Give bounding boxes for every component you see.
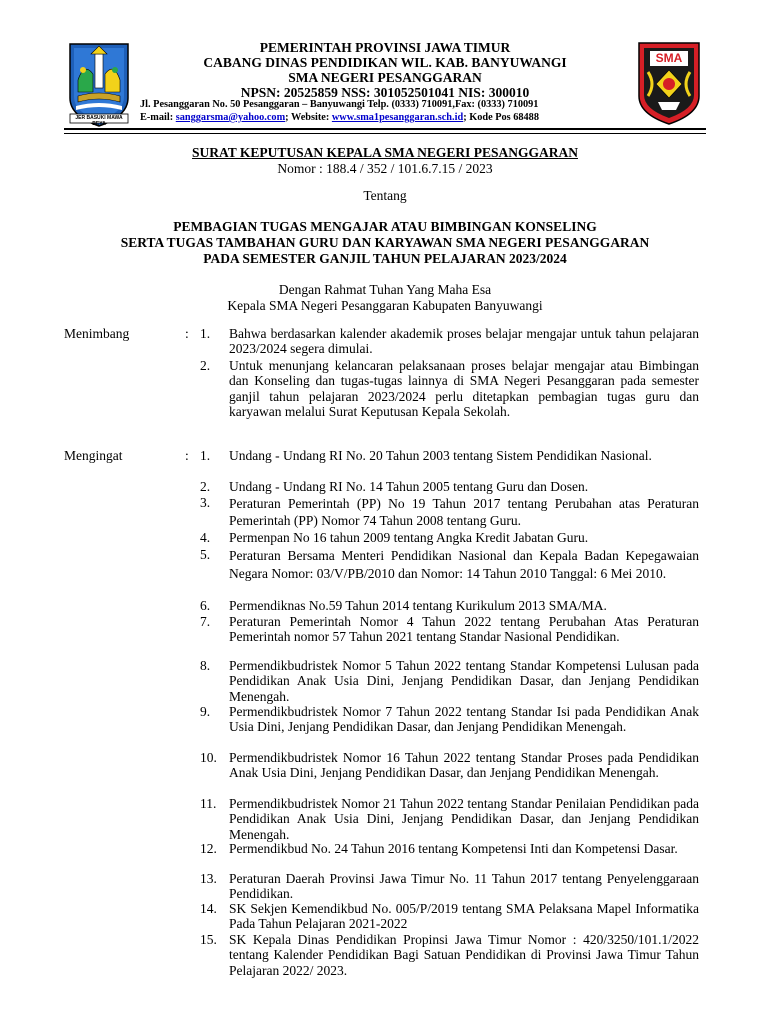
mengingat-number: 5. [200, 547, 211, 562]
mengingat-item: Permendikbudristek Nomor 21 Tahun 2022 tentang Standar Penilaian Pendidikan pada Pendidikan Anak Usia Dini, Jenjang Pendidikan Dasar, dan Jenjang Pendidikan Menengah. [229, 796, 699, 842]
postcode: ; Kode Pos 68488 [463, 112, 539, 123]
decree-number: Nomor : 188.4 / 352 / 101.6.7.15 / 2023 [277, 161, 493, 176]
letterhead-rule-thick [64, 128, 706, 130]
letterhead-contact [140, 112, 638, 123]
mengingat-item: Permendiknas No.59 Tahun 2014 tentang Kurikulum 2013 SMA/MA. [229, 598, 607, 613]
letterhead-government: PEMERINTAH PROVINSI JAWA TIMUR [259, 40, 511, 55]
email-label: E-mail: [140, 112, 176, 123]
east-java-province-emblem [64, 40, 134, 130]
menimbang-colon: : [185, 326, 189, 341]
mengingat-item: Undang - Undang RI No. 20 Tahun 2003 tentang Sistem Pendidikan Nasional. [229, 448, 652, 463]
mengingat-item: Permendikbud No. 24 Tahun 2016 tentang Kompetensi Inti dan Kompetensi Dasar. [229, 841, 678, 856]
invocation: Dengan Rahmat Tuhan Yang Maha Esa [278, 282, 492, 297]
website-link[interactable]: www.sma1pesanggaran.sch.id [331, 112, 464, 123]
mengingat-number: 6. [200, 598, 211, 613]
letterhead-rule-thin [64, 133, 706, 134]
mengingat-item: Permendikbudristek Nomor 5 Tahun 2022 tentang Standar Kompetensi Lulusan pada Pendidikan Anak Usia Dini, Jenjang Pendidikan Dasar, dan Jenjang Pendidikan Menengah. [229, 658, 699, 704]
emblem-caption: JER BASUKI MAWA BEYA [75, 115, 123, 127]
menimbang-number: 1. [200, 326, 211, 341]
mengingat-number: 2. [200, 479, 211, 494]
mengingat-label: Mengingat [64, 448, 123, 463]
mengingat-item: Peraturan Pemerintah (PP) No 19 Tahun 2017 tentang Perubahan atas Peraturan Pemerintah (PP) Nomor 74 Tahun 2008 tentang Guru. [229, 496, 699, 528]
school-logo [636, 40, 702, 126]
mengingat-item: Undang - Undang RI No. 14 Tahun 2005 tentang Guru dan Dosen. [229, 479, 589, 494]
mengingat-number: 1. [200, 448, 211, 463]
mengingat-number: 12. [200, 841, 217, 856]
letterhead-identifiers: NPSN: 20525859 NSS: 301052501041 NIS: 300010 [240, 85, 530, 100]
issuer: Kepala SMA Negeri Pesanggaran Kabupaten Banyuwangi [227, 298, 543, 313]
letterhead-address: Jl. Pesanggaran No. 50 Pesanggaran – Banyuwangi Telp. (0333) 710091,Fax: (0333) 710091 [140, 99, 539, 110]
mengingat-item: SK Sekjen Kemendikbud No. 005/P/2019 tentang SMA Pelaksana Mapel Informatika Pada Tahun Pelajaran 2021-2022 [229, 901, 699, 932]
mengingat-number: 9. [200, 704, 211, 719]
letterhead-office: CABANG DINAS PENDIDIKAN WIL. KAB. BANYUWANGI [203, 55, 567, 70]
mengingat-number: 7. [200, 614, 211, 629]
tentang-label: Tentang [363, 188, 407, 203]
mengingat-colon: : [185, 448, 189, 463]
mengingat-number: 8. [200, 658, 211, 673]
menimbang-item: Bahwa berdasarkan kalender akademik proses belajar mengajar untuk tahun pelajaran 2023/2024 segera dimulai. [229, 326, 699, 357]
mengingat-number: 4. [200, 530, 211, 545]
mengingat-number: 3. [200, 495, 211, 510]
mengingat-number: 13. [200, 871, 217, 886]
email-link[interactable]: sanggarsma@yahoo.com [175, 112, 286, 123]
mengingat-item: Permendikbudristek Nomor 7 Tahun 2022 tentang Standar Isi pada Pendidikan Anak Usia Dini, Jenjang Pendidikan Dasar, dan Jenjang Pendidikan Menengah. [229, 704, 699, 735]
mengingat-item: Peraturan Bersama Menteri Pendidikan Nasional dan Kepala Badan Kepegawaian Negara Nomor: 03/V/PB/2010 dan Nomor: 14 Tahun 2010 Tanggal: 6 Mei 2010. [229, 548, 699, 581]
mengingat-item: SK Kepala Dinas Pendidikan Propinsi Jawa Timur Nomor : 420/3250/101.1/2022 tentang Kalender Pendidikan Bagi Satuan Pendidikan di Provinsi Jawa Timur Tahun Pelajaran 2022/ 2023. [229, 932, 699, 978]
subject-line-2: SERTA TUGAS TAMBAHAN GURU DAN KARYAWAN SMA NEGERI PESANGGARAN [120, 235, 650, 250]
subject-line-1: PEMBAGIAN TUGAS MENGAJAR ATAU BIMBINGAN KONSELING [173, 219, 597, 234]
mengingat-number: 11. [200, 796, 217, 811]
mengingat-number: 14. [200, 901, 217, 916]
menimbang-item: Untuk menunjang kelancaran pelaksanaan proses belajar mengajar atau Bimbingan dan Konseling dan tugas-tugas lainnya di SMA Negeri Pesanggaran pada semester ganjil tahun pelajaran 2023/2024 perlu ditetapkan pembagian tugas guru dan karyawan melalui Surat Keputusan Kepala Sekolah. [229, 358, 699, 420]
decree-title: SURAT KEPUTUSAN KEPALA SMA NEGERI PESANGGARAN [192, 145, 578, 160]
mengingat-item: Permendikbudristek Nomor 16 Tahun 2022 tentang Standar Proses pada Pendidikan Anak Usia Dini, Jenjang Pendidikan Dasar, dan Jenjang Pendidikan Menengah. [229, 750, 699, 781]
mengingat-number: 10. [200, 750, 217, 765]
mengingat-item: Peraturan Daerah Provinsi Jawa Timur No. 11 Tahun 2017 tentang Penyelenggaraan Pendidikan. [229, 871, 699, 902]
mengingat-number: 15. [200, 932, 217, 947]
mengingat-item: Permenpan No 16 tahun 2009 tentang Angka Kredit Jabatan Guru. [229, 530, 589, 545]
menimbang-label: Menimbang [64, 326, 130, 341]
website-label: ; Website: [285, 112, 332, 123]
school-logo-text: SMA [655, 51, 683, 65]
mengingat-item: Peraturan Pemerintah Nomor 4 Tahun 2022 tentang Perubahan Atas Peraturan Pemerintah nomor 57 Tahun 2021 tentang Standar Nasional Pendidikan. [229, 614, 699, 645]
menimbang-number: 2. [200, 358, 211, 373]
subject-line-3: PADA SEMESTER GANJIL TAHUN PELAJARAN 2023/2024 [203, 251, 567, 266]
letterhead-school: SMA NEGERI PESANGGARAN [288, 70, 482, 85]
